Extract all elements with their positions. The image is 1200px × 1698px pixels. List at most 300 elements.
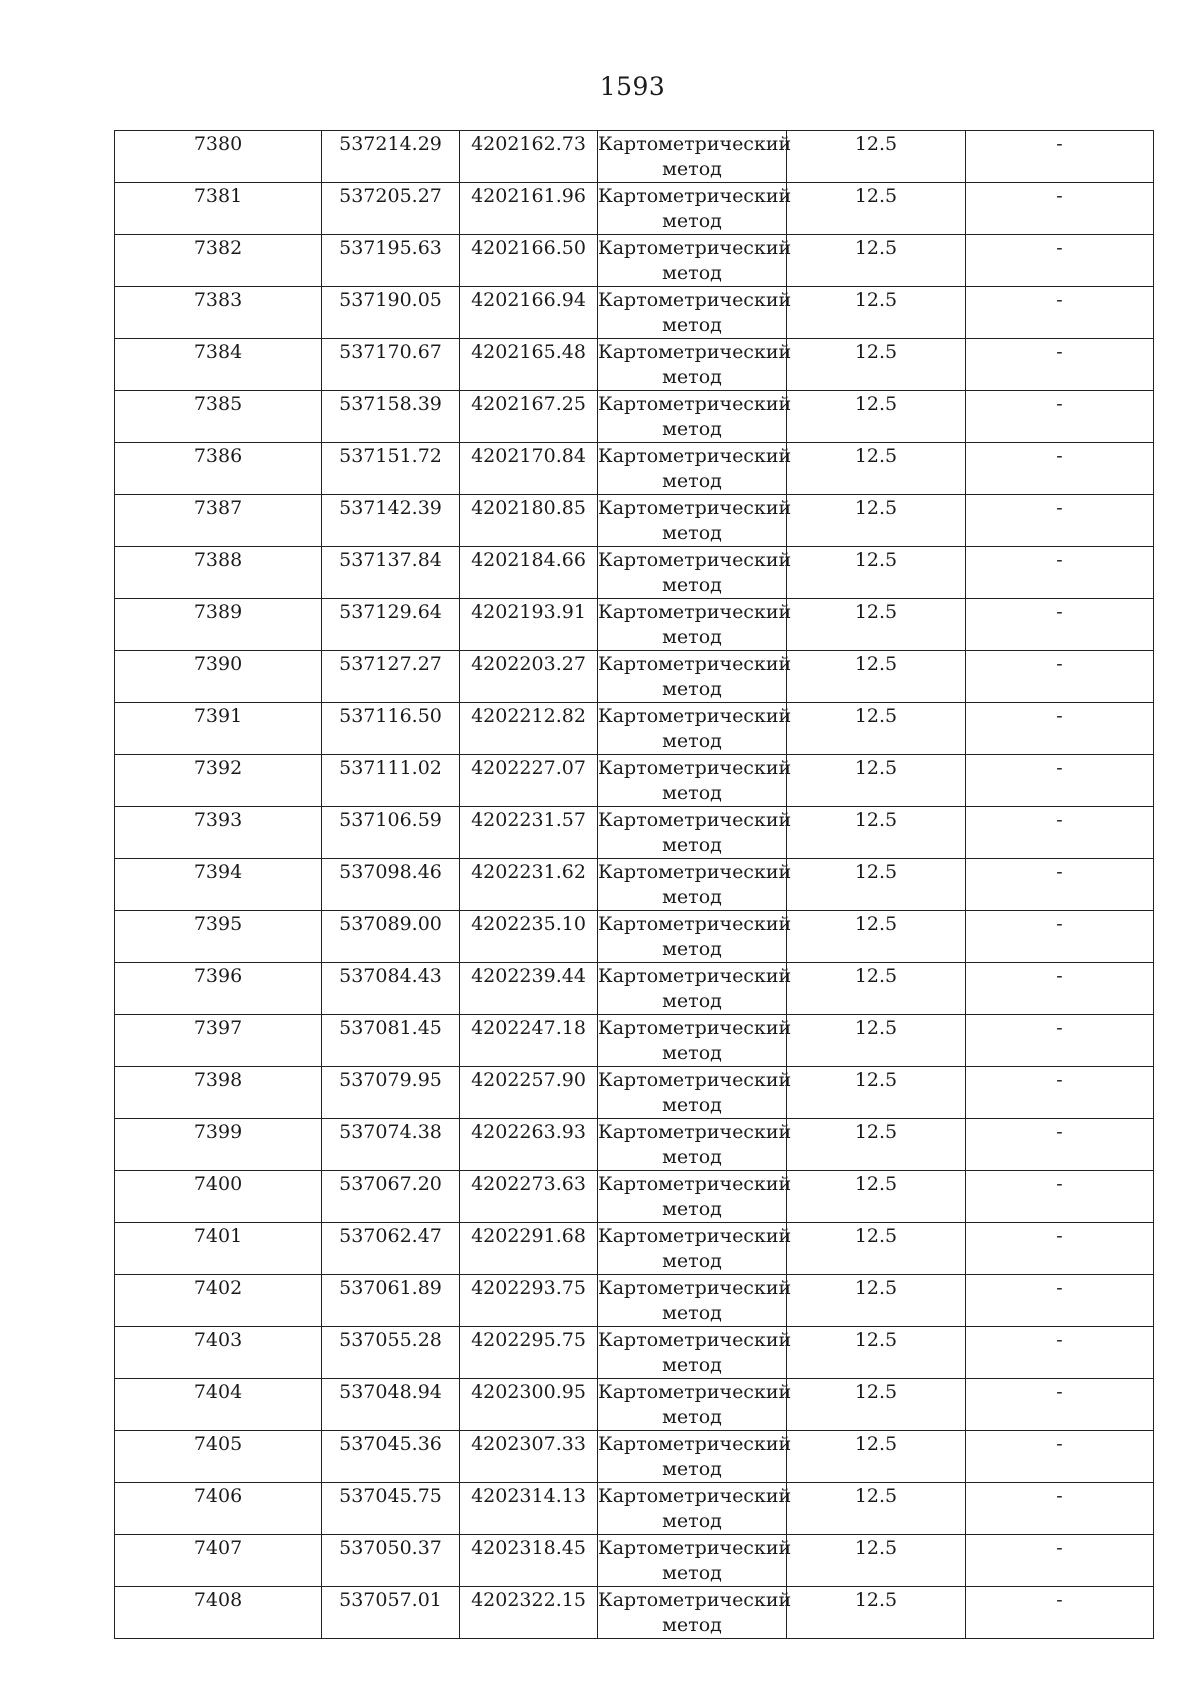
- note-cell: [966, 1015, 1154, 1067]
- note-cell: [966, 547, 1154, 599]
- method-cell: [598, 1483, 792, 1535]
- y-coordinate-cell: [460, 391, 598, 443]
- x-coordinate-cell: [322, 339, 460, 391]
- y-coordinate-cell-text: 4202295.75: [471, 1329, 586, 1351]
- method-cell: [598, 599, 792, 651]
- method-cell-text: Картометрический метод: [598, 497, 792, 544]
- x-coordinate-cell: [322, 235, 460, 287]
- table-row: [115, 1535, 1154, 1587]
- point-number-cell-text: 7391: [193, 705, 243, 727]
- method-cell-text: Картометрический метод: [598, 1121, 792, 1168]
- point-number-cell-text: 7389: [193, 601, 243, 623]
- accuracy-cell: [787, 1067, 966, 1119]
- x-coordinate-cell: [322, 1223, 460, 1275]
- accuracy-cell-text: 12.5: [854, 549, 898, 571]
- x-coordinate-cell-text: 537127.27: [339, 653, 442, 675]
- method-cell-text: Картометрический метод: [598, 1329, 792, 1376]
- y-coordinate-cell-text: 4202318.45: [471, 1537, 586, 1559]
- point-number-cell-text: 7407: [193, 1537, 243, 1559]
- table-row: [115, 755, 1154, 807]
- accuracy-cell-text: 12.5: [854, 289, 898, 311]
- x-coordinate-cell-text: 537106.59: [339, 809, 442, 831]
- x-coordinate-cell: [322, 1535, 460, 1587]
- accuracy-cell-text: 12.5: [854, 1537, 898, 1559]
- y-coordinate-cell: [460, 703, 598, 755]
- x-coordinate-cell-text: 537158.39: [339, 393, 442, 415]
- note-cell: [966, 287, 1154, 339]
- table-row: [115, 1015, 1154, 1067]
- note-cell: [966, 131, 1154, 183]
- note-cell-text: -: [1056, 237, 1063, 259]
- point-number-cell-text: 7395: [193, 913, 243, 935]
- accuracy-cell: [787, 495, 966, 547]
- table-row: [115, 651, 1154, 703]
- method-cell: [598, 1171, 792, 1223]
- method-cell-text: Картометрический метод: [598, 1069, 792, 1116]
- note-cell: [966, 1379, 1154, 1431]
- y-coordinate-cell: [460, 1483, 598, 1535]
- y-coordinate-cell: [460, 1327, 598, 1379]
- note-cell-text: -: [1056, 1329, 1063, 1351]
- method-cell: [598, 131, 792, 183]
- x-coordinate-cell: [322, 547, 460, 599]
- note-cell: [966, 599, 1154, 651]
- y-coordinate-cell: [460, 755, 598, 807]
- accuracy-cell-text: 12.5: [854, 1069, 898, 1091]
- accuracy-cell-text: 12.5: [854, 393, 898, 415]
- y-coordinate-cell: [460, 183, 598, 235]
- table-row: [115, 183, 1154, 235]
- point-number-cell-text: 7394: [193, 861, 243, 883]
- note-cell: [966, 183, 1154, 235]
- note-cell: [966, 443, 1154, 495]
- note-cell: [966, 911, 1154, 963]
- method-cell-text: Картометрический метод: [598, 237, 792, 284]
- x-coordinate-cell: [322, 1587, 460, 1639]
- y-coordinate-cell-text: 4202227.07: [471, 757, 586, 779]
- table-row: [115, 1223, 1154, 1275]
- accuracy-cell-text: 12.5: [854, 1017, 898, 1039]
- x-coordinate-cell: [322, 1431, 460, 1483]
- y-coordinate-cell: [460, 599, 598, 651]
- y-coordinate-cell-text: 4202231.62: [471, 861, 586, 883]
- accuracy-cell: [787, 1223, 966, 1275]
- method-cell: [598, 1275, 792, 1327]
- accuracy-cell: [787, 287, 966, 339]
- note-cell-text: -: [1056, 1589, 1063, 1611]
- method-cell-text: Картометрический метод: [598, 601, 792, 648]
- note-cell-text: -: [1056, 185, 1063, 207]
- note-cell-text: -: [1056, 133, 1063, 155]
- accuracy-cell: [787, 391, 966, 443]
- y-coordinate-cell-text: 4202162.73: [471, 133, 586, 155]
- y-coordinate-cell-text: 4202167.25: [471, 393, 586, 415]
- table-row: [115, 443, 1154, 495]
- accuracy-cell: [787, 1327, 966, 1379]
- coordinates-table: [114, 130, 1154, 1639]
- y-coordinate-cell: [460, 1275, 598, 1327]
- y-coordinate-cell-text: 4202193.91: [471, 601, 586, 623]
- point-number-cell-text: 7402: [193, 1277, 243, 1299]
- method-cell: [598, 1067, 792, 1119]
- method-cell: [598, 651, 792, 703]
- page-number: 1593: [599, 72, 666, 101]
- x-coordinate-cell-text: 537045.36: [339, 1433, 442, 1455]
- y-coordinate-cell: [460, 1067, 598, 1119]
- accuracy-cell: [787, 807, 966, 859]
- note-cell-text: -: [1056, 1173, 1063, 1195]
- note-cell-text: -: [1056, 1537, 1063, 1559]
- y-coordinate-cell-text: 4202300.95: [471, 1381, 586, 1403]
- point-number-cell-text: 7386: [193, 445, 243, 467]
- note-cell: [966, 651, 1154, 703]
- y-coordinate-cell: [460, 651, 598, 703]
- table-row: [115, 1587, 1154, 1639]
- method-cell: [598, 1379, 792, 1431]
- point-number-cell-text: 7398: [193, 1069, 243, 1091]
- note-cell-text: -: [1056, 965, 1063, 987]
- y-coordinate-cell-text: 4202166.94: [471, 289, 586, 311]
- x-coordinate-cell-text: 537067.20: [339, 1173, 442, 1195]
- accuracy-cell-text: 12.5: [854, 1589, 898, 1611]
- accuracy-cell-text: 12.5: [854, 237, 898, 259]
- y-coordinate-cell: [460, 547, 598, 599]
- accuracy-cell: [787, 755, 966, 807]
- note-cell-text: -: [1056, 653, 1063, 675]
- x-coordinate-cell-text: 537062.47: [339, 1225, 442, 1247]
- note-cell: [966, 1483, 1154, 1535]
- method-cell-text: Картометрический метод: [598, 393, 792, 440]
- point-number-cell: [115, 1587, 322, 1639]
- point-number-cell: [115, 443, 322, 495]
- note-cell-text: -: [1056, 1121, 1063, 1143]
- accuracy-cell-text: 12.5: [854, 445, 898, 467]
- x-coordinate-cell: [322, 599, 460, 651]
- point-number-cell: [115, 1119, 322, 1171]
- accuracy-cell-text: 12.5: [854, 1173, 898, 1195]
- point-number-cell-text: 7404: [193, 1381, 243, 1403]
- x-coordinate-cell-text: 537084.43: [339, 965, 442, 987]
- point-number-cell: [115, 755, 322, 807]
- x-coordinate-cell: [322, 495, 460, 547]
- y-coordinate-cell-text: 4202235.10: [471, 913, 586, 935]
- method-cell-text: Картометрический метод: [598, 1173, 792, 1220]
- y-coordinate-cell: [460, 339, 598, 391]
- accuracy-cell: [787, 1431, 966, 1483]
- x-coordinate-cell: [322, 183, 460, 235]
- point-number-cell-text: 7403: [193, 1329, 243, 1351]
- method-cell: [598, 1587, 792, 1639]
- point-number-cell: [115, 495, 322, 547]
- method-cell-text: Картометрический метод: [598, 757, 792, 804]
- accuracy-cell: [787, 1587, 966, 1639]
- x-coordinate-cell-text: 537057.01: [339, 1589, 442, 1611]
- note-cell-text: -: [1056, 445, 1063, 467]
- x-coordinate-cell: [322, 1327, 460, 1379]
- note-cell: [966, 807, 1154, 859]
- x-coordinate-cell: [322, 391, 460, 443]
- method-cell-text: Картометрический метод: [598, 185, 792, 232]
- y-coordinate-cell: [460, 287, 598, 339]
- note-cell: [966, 1067, 1154, 1119]
- method-cell: [598, 859, 792, 911]
- x-coordinate-cell-text: 537214.29: [339, 133, 442, 155]
- x-coordinate-cell: [322, 963, 460, 1015]
- accuracy-cell-text: 12.5: [854, 497, 898, 519]
- note-cell: [966, 1535, 1154, 1587]
- x-coordinate-cell: [322, 287, 460, 339]
- y-coordinate-cell: [460, 495, 598, 547]
- point-number-cell: [115, 1015, 322, 1067]
- point-number-cell: [115, 1379, 322, 1431]
- accuracy-cell-text: 12.5: [854, 1329, 898, 1351]
- note-cell: [966, 1587, 1154, 1639]
- point-number-cell: [115, 547, 322, 599]
- method-cell-text: Картометрический метод: [598, 1589, 792, 1636]
- table-row: [115, 1483, 1154, 1535]
- note-cell-text: -: [1056, 1017, 1063, 1039]
- x-coordinate-cell-text: 537142.39: [339, 497, 442, 519]
- method-cell-text: Картометрический метод: [598, 1433, 792, 1480]
- method-cell: [598, 547, 792, 599]
- note-cell: [966, 495, 1154, 547]
- point-number-cell-text: 7383: [193, 289, 243, 311]
- coordinates-table-body: [115, 131, 1154, 1639]
- point-number-cell-text: 7396: [193, 965, 243, 987]
- note-cell-text: -: [1056, 1069, 1063, 1091]
- point-number-cell: [115, 1223, 322, 1275]
- y-coordinate-cell-text: 4202212.82: [471, 705, 586, 727]
- y-coordinate-cell: [460, 1171, 598, 1223]
- point-number-cell: [115, 599, 322, 651]
- accuracy-cell-text: 12.5: [854, 185, 898, 207]
- accuracy-cell: [787, 1379, 966, 1431]
- point-number-cell: [115, 703, 322, 755]
- x-coordinate-cell-text: 537137.84: [339, 549, 442, 571]
- x-coordinate-cell-text: 537116.50: [339, 705, 442, 727]
- y-coordinate-cell-text: 4202247.18: [471, 1017, 586, 1039]
- table-row: [115, 1171, 1154, 1223]
- x-coordinate-cell-text: 537079.95: [339, 1069, 442, 1091]
- accuracy-cell: [787, 339, 966, 391]
- point-number-cell: [115, 1275, 322, 1327]
- x-coordinate-cell: [322, 755, 460, 807]
- x-coordinate-cell: [322, 443, 460, 495]
- point-number-cell-text: 7408: [193, 1589, 243, 1611]
- y-coordinate-cell: [460, 1119, 598, 1171]
- accuracy-cell-text: 12.5: [854, 1277, 898, 1299]
- accuracy-cell-text: 12.5: [854, 1121, 898, 1143]
- accuracy-cell-text: 12.5: [854, 705, 898, 727]
- y-coordinate-cell: [460, 1015, 598, 1067]
- y-coordinate-cell: [460, 911, 598, 963]
- method-cell: [598, 1223, 792, 1275]
- y-coordinate-cell-text: 4202263.93: [471, 1121, 586, 1143]
- y-coordinate-cell-text: 4202314.13: [471, 1485, 586, 1507]
- method-cell-text: Картометрический метод: [598, 1277, 792, 1324]
- y-coordinate-cell-text: 4202184.66: [471, 549, 586, 571]
- point-number-cell-text: 7393: [193, 809, 243, 831]
- y-coordinate-cell-text: 4202203.27: [471, 653, 586, 675]
- accuracy-cell-text: 12.5: [854, 133, 898, 155]
- table-row: [115, 703, 1154, 755]
- accuracy-cell: [787, 1119, 966, 1171]
- point-number-cell: [115, 1327, 322, 1379]
- method-cell-text: Картометрический метод: [598, 965, 792, 1012]
- point-number-cell: [115, 131, 322, 183]
- note-cell-text: -: [1056, 1381, 1063, 1403]
- method-cell-text: Картометрический метод: [598, 549, 792, 596]
- method-cell: [598, 1119, 792, 1171]
- point-number-cell: [115, 911, 322, 963]
- table-row: [115, 547, 1154, 599]
- accuracy-cell: [787, 443, 966, 495]
- method-cell-text: Картометрический метод: [598, 133, 792, 180]
- point-number-cell: [115, 1431, 322, 1483]
- method-cell: [598, 703, 792, 755]
- method-cell-text: Картометрический метод: [598, 913, 792, 960]
- accuracy-cell-text: 12.5: [854, 1485, 898, 1507]
- x-coordinate-cell-text: 537205.27: [339, 185, 442, 207]
- y-coordinate-cell: [460, 1379, 598, 1431]
- y-coordinate-cell: [460, 963, 598, 1015]
- note-cell: [966, 963, 1154, 1015]
- note-cell: [966, 1171, 1154, 1223]
- x-coordinate-cell: [322, 807, 460, 859]
- method-cell: [598, 1327, 792, 1379]
- accuracy-cell: [787, 1483, 966, 1535]
- point-number-cell-text: 7382: [193, 237, 243, 259]
- note-cell-text: -: [1056, 705, 1063, 727]
- accuracy-cell-text: 12.5: [854, 757, 898, 779]
- point-number-cell: [115, 1067, 322, 1119]
- note-cell-text: -: [1056, 913, 1063, 935]
- method-cell-text: Картометрический метод: [598, 341, 792, 388]
- x-coordinate-cell-text: 537129.64: [339, 601, 442, 623]
- point-number-cell-text: 7385: [193, 393, 243, 415]
- y-coordinate-cell-text: 4202273.63: [471, 1173, 586, 1195]
- note-cell-text: -: [1056, 1225, 1063, 1247]
- x-coordinate-cell-text: 537048.94: [339, 1381, 442, 1403]
- accuracy-cell-text: 12.5: [854, 861, 898, 883]
- y-coordinate-cell-text: 4202307.33: [471, 1433, 586, 1455]
- method-cell: [598, 963, 792, 1015]
- point-number-cell-text: 7381: [193, 185, 243, 207]
- y-coordinate-cell-text: 4202239.44: [471, 965, 586, 987]
- method-cell-text: Картометрический метод: [598, 289, 792, 336]
- x-coordinate-cell-text: 537050.37: [339, 1537, 442, 1559]
- point-number-cell-text: 7387: [193, 497, 243, 519]
- y-coordinate-cell-text: 4202257.90: [471, 1069, 586, 1091]
- accuracy-cell-text: 12.5: [854, 1433, 898, 1455]
- accuracy-cell-text: 12.5: [854, 809, 898, 831]
- method-cell-text: Картометрический метод: [598, 653, 792, 700]
- note-cell-text: -: [1056, 757, 1063, 779]
- accuracy-cell: [787, 1171, 966, 1223]
- y-coordinate-cell-text: 4202166.50: [471, 237, 586, 259]
- point-number-cell: [115, 1483, 322, 1535]
- x-coordinate-cell: [322, 1067, 460, 1119]
- x-coordinate-cell: [322, 651, 460, 703]
- accuracy-cell-text: 12.5: [854, 913, 898, 935]
- table-row: [115, 1067, 1154, 1119]
- x-coordinate-cell-text: 537195.63: [339, 237, 442, 259]
- accuracy-cell: [787, 963, 966, 1015]
- y-coordinate-cell: [460, 1535, 598, 1587]
- accuracy-cell: [787, 183, 966, 235]
- note-cell: [966, 1119, 1154, 1171]
- method-cell-text: Картометрический метод: [598, 1537, 792, 1584]
- point-number-cell-text: 7390: [193, 653, 243, 675]
- note-cell-text: -: [1056, 289, 1063, 311]
- y-coordinate-cell: [460, 443, 598, 495]
- x-coordinate-cell-text: 537170.67: [339, 341, 442, 363]
- x-coordinate-cell: [322, 1119, 460, 1171]
- table-row: [115, 339, 1154, 391]
- x-coordinate-cell: [322, 1275, 460, 1327]
- accuracy-cell-text: 12.5: [854, 341, 898, 363]
- accuracy-cell: [787, 1275, 966, 1327]
- x-coordinate-cell-text: 537190.05: [339, 289, 442, 311]
- method-cell: [598, 235, 792, 287]
- point-number-cell: [115, 651, 322, 703]
- point-number-cell: [115, 339, 322, 391]
- method-cell: [598, 1535, 792, 1587]
- x-coordinate-cell: [322, 1171, 460, 1223]
- method-cell: [598, 911, 792, 963]
- method-cell-text: Картометрический метод: [598, 1017, 792, 1064]
- method-cell-text: Картометрический метод: [598, 809, 792, 856]
- point-number-cell: [115, 859, 322, 911]
- note-cell-text: -: [1056, 809, 1063, 831]
- x-coordinate-cell-text: 537089.00: [339, 913, 442, 935]
- note-cell: [966, 339, 1154, 391]
- y-coordinate-cell-text: 4202180.85: [471, 497, 586, 519]
- accuracy-cell-text: 12.5: [854, 1381, 898, 1403]
- note-cell-text: -: [1056, 549, 1063, 571]
- note-cell: [966, 1327, 1154, 1379]
- method-cell: [598, 495, 792, 547]
- x-coordinate-cell-text: 537074.38: [339, 1121, 442, 1143]
- x-coordinate-cell: [322, 131, 460, 183]
- note-cell: [966, 1223, 1154, 1275]
- note-cell-text: -: [1056, 1277, 1063, 1299]
- method-cell: [598, 1431, 792, 1483]
- y-coordinate-cell-text: 4202161.96: [471, 185, 586, 207]
- y-coordinate-cell-text: 4202293.75: [471, 1277, 586, 1299]
- accuracy-cell: [787, 547, 966, 599]
- accuracy-cell-text: 12.5: [854, 965, 898, 987]
- y-coordinate-cell: [460, 131, 598, 183]
- note-cell: [966, 1431, 1154, 1483]
- accuracy-cell: [787, 703, 966, 755]
- x-coordinate-cell: [322, 1483, 460, 1535]
- accuracy-cell: [787, 859, 966, 911]
- x-coordinate-cell-text: 537055.28: [339, 1329, 442, 1351]
- point-number-cell: [115, 807, 322, 859]
- table-row: [115, 1275, 1154, 1327]
- note-cell: [966, 235, 1154, 287]
- x-coordinate-cell: [322, 859, 460, 911]
- table-row: [115, 859, 1154, 911]
- note-cell-text: -: [1056, 601, 1063, 623]
- table-row: [115, 963, 1154, 1015]
- method-cell: [598, 391, 792, 443]
- y-coordinate-cell-text: 4202170.84: [471, 445, 586, 467]
- y-coordinate-cell-text: 4202291.68: [471, 1225, 586, 1247]
- y-coordinate-cell: [460, 859, 598, 911]
- point-number-cell-text: 7392: [193, 757, 243, 779]
